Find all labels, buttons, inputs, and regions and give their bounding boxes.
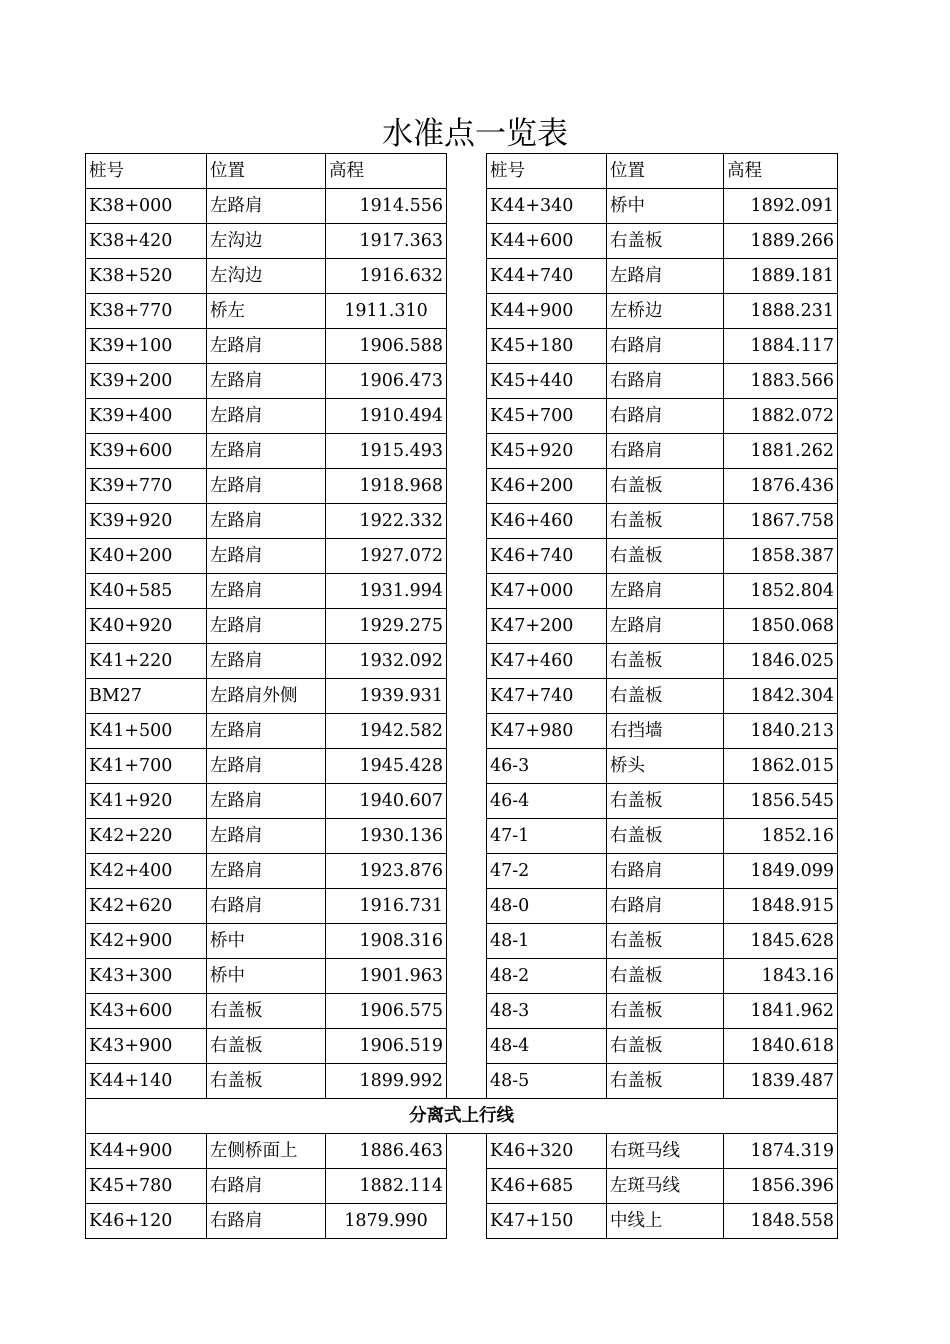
position-cell: 左斑马线 xyxy=(607,1169,724,1204)
table-row xyxy=(86,854,838,889)
header-row xyxy=(86,154,838,189)
table-row xyxy=(86,959,838,994)
station-cell: K40+585 xyxy=(86,574,207,609)
position-cell: 右盖板 xyxy=(207,994,326,1029)
station-cell: K42+400 xyxy=(86,854,207,889)
elevation-cell: 1883.566 xyxy=(724,364,838,399)
station-cell: 48-0 xyxy=(487,889,607,924)
station-cell: K40+920 xyxy=(86,609,207,644)
position-cell: 右盖板 xyxy=(607,539,724,574)
position-cell: 左桥边 xyxy=(607,294,724,329)
position-cell: 桥中 xyxy=(207,924,326,959)
elevation-cell: 1906.575 xyxy=(326,994,447,1029)
station-cell: K46+460 xyxy=(487,504,607,539)
elevation-cell: 1882.114 xyxy=(326,1169,447,1204)
elevation-cell: 1876.436 xyxy=(724,469,838,504)
elevation-cell: 1914.556 xyxy=(326,189,447,224)
station-cell: K45+700 xyxy=(487,399,607,434)
elevation-cell: 1848.915 xyxy=(724,889,838,924)
position-cell: 左路肩 xyxy=(207,399,326,434)
station-cell: K38+000 xyxy=(86,189,207,224)
elevation-cell: 1886.463 xyxy=(326,1134,447,1169)
position-cell: 桥中 xyxy=(207,959,326,994)
table-row xyxy=(86,819,838,854)
position-cell: 桥左 xyxy=(207,294,326,329)
elevation-cell: 1927.072 xyxy=(326,539,447,574)
position-cell: 右路肩 xyxy=(607,329,724,364)
position-cell: 左路肩 xyxy=(207,539,326,574)
station-cell: 46-4 xyxy=(487,784,607,819)
position-cell: 左路肩 xyxy=(207,854,326,889)
station-cell: 48-1 xyxy=(487,924,607,959)
position-cell: 右盖板 xyxy=(607,959,724,994)
position-cell: 左路肩 xyxy=(207,644,326,679)
position-cell: 右路肩 xyxy=(207,1204,326,1239)
position-cell: 左路肩 xyxy=(607,574,724,609)
position-cell: 左沟边 xyxy=(207,259,326,294)
station-cell: K43+600 xyxy=(86,994,207,1029)
station-cell: K39+400 xyxy=(86,399,207,434)
table-row xyxy=(86,434,838,469)
station-cell: K44+900 xyxy=(487,294,607,329)
elevation-cell: 1856.396 xyxy=(724,1169,838,1204)
elevation-cell: 1848.558 xyxy=(724,1204,838,1239)
table-row xyxy=(86,504,838,539)
position-cell: 右盖板 xyxy=(607,224,724,259)
station-cell: K45+920 xyxy=(487,434,607,469)
station-cell: K38+520 xyxy=(86,259,207,294)
elevation-cell: 1839.487 xyxy=(724,1064,838,1099)
position-cell: 左路肩 xyxy=(207,819,326,854)
elevation-cell: 1874.319 xyxy=(724,1134,838,1169)
station-cell: K42+620 xyxy=(86,889,207,924)
position-cell: 右盖板 xyxy=(607,1064,724,1099)
elevation-cell: 1930.136 xyxy=(326,819,447,854)
elevation-cell: 1931.994 xyxy=(326,574,447,609)
table-row xyxy=(86,679,838,714)
elevation-cell: 1932.092 xyxy=(326,644,447,679)
table-row xyxy=(86,294,838,329)
elevation-cell: 1911.310 xyxy=(326,294,447,329)
station-cell: K41+220 xyxy=(86,644,207,679)
position-cell: 桥头 xyxy=(607,749,724,784)
table-row xyxy=(86,399,838,434)
station-cell: K41+700 xyxy=(86,749,207,784)
position-cell: 右挡墙 xyxy=(607,714,724,749)
position-cell: 左侧桥面上 xyxy=(207,1134,326,1169)
elevation-cell: 1850.068 xyxy=(724,609,838,644)
station-cell: K43+300 xyxy=(86,959,207,994)
station-cell: K38+420 xyxy=(86,224,207,259)
elevation-cell: 1843.16 xyxy=(724,959,838,994)
elevation-cell: 1922.332 xyxy=(326,504,447,539)
elevation-cell: 1901.963 xyxy=(326,959,447,994)
station-cell: K43+900 xyxy=(86,1029,207,1064)
position-cell: 右路肩 xyxy=(607,364,724,399)
elevation-cell: 1939.931 xyxy=(326,679,447,714)
elevation-cell: 1908.316 xyxy=(326,924,447,959)
station-cell: K45+780 xyxy=(86,1169,207,1204)
elevation-cell: 1916.731 xyxy=(326,889,447,924)
station-cell: K47+150 xyxy=(487,1204,607,1239)
position-cell: 左路肩 xyxy=(207,189,326,224)
station-cell: 47-2 xyxy=(487,854,607,889)
table-row xyxy=(86,994,838,1029)
elevation-cell: 1906.588 xyxy=(326,329,447,364)
table-row xyxy=(86,189,838,224)
elevation-cell: 1842.304 xyxy=(724,679,838,714)
position-cell: 左路肩外侧 xyxy=(207,679,326,714)
position-cell: 右盖板 xyxy=(207,1064,326,1099)
elevation-cell: 1918.968 xyxy=(326,469,447,504)
table-row xyxy=(86,1169,838,1204)
station-cell: K46+740 xyxy=(487,539,607,574)
position-cell: 右路肩 xyxy=(207,889,326,924)
elevation-cell: 1862.015 xyxy=(724,749,838,784)
station-cell: K44+900 xyxy=(86,1134,207,1169)
elevation-cell: 1840.618 xyxy=(724,1029,838,1064)
position-cell: 左路肩 xyxy=(207,469,326,504)
position-cell: 左路肩 xyxy=(207,784,326,819)
station-cell: K42+220 xyxy=(86,819,207,854)
station-cell: 48-4 xyxy=(487,1029,607,1064)
station-cell: 48-3 xyxy=(487,994,607,1029)
position-cell: 中线上 xyxy=(607,1204,724,1239)
header-elevation: 高程 xyxy=(326,154,447,189)
header-station: 桩号 xyxy=(487,154,607,189)
elevation-cell: 1852.16 xyxy=(724,819,838,854)
elevation-cell: 1846.025 xyxy=(724,644,838,679)
elevation-cell: 1915.493 xyxy=(326,434,447,469)
position-cell: 左路肩 xyxy=(607,609,724,644)
table-row xyxy=(86,259,838,294)
table-row xyxy=(86,364,838,399)
table-row xyxy=(86,1134,838,1169)
station-cell: K47+460 xyxy=(487,644,607,679)
station-cell: K47+980 xyxy=(487,714,607,749)
elevation-cell: 1917.363 xyxy=(326,224,447,259)
elevation-cell: 1879.990 xyxy=(326,1204,447,1239)
station-cell: K44+340 xyxy=(487,189,607,224)
elevation-cell: 1923.876 xyxy=(326,854,447,889)
position-cell: 左路肩 xyxy=(207,364,326,399)
position-cell: 左路肩 xyxy=(207,574,326,609)
position-cell: 右盖板 xyxy=(607,994,724,1029)
table-row xyxy=(86,784,838,819)
benchmark-table xyxy=(85,153,838,1239)
position-cell: 左路肩 xyxy=(207,749,326,784)
station-cell: K44+140 xyxy=(86,1064,207,1099)
position-cell: 左沟边 xyxy=(207,224,326,259)
table-row xyxy=(86,924,838,959)
position-cell: 右路肩 xyxy=(207,1169,326,1204)
table-row xyxy=(86,329,838,364)
position-cell: 右路肩 xyxy=(607,889,724,924)
elevation-cell: 1889.181 xyxy=(724,259,838,294)
elevation-cell: 1849.099 xyxy=(724,854,838,889)
elevation-cell: 1889.266 xyxy=(724,224,838,259)
position-cell: 桥中 xyxy=(607,189,724,224)
section-row xyxy=(86,1099,838,1134)
position-cell: 左路肩 xyxy=(207,329,326,364)
position-cell: 左路肩 xyxy=(207,434,326,469)
station-cell: K39+770 xyxy=(86,469,207,504)
elevation-cell: 1942.582 xyxy=(326,714,447,749)
elevation-cell: 1845.628 xyxy=(724,924,838,959)
station-cell: K45+180 xyxy=(487,329,607,364)
position-cell: 左路肩 xyxy=(607,259,724,294)
table-row xyxy=(86,1064,838,1099)
elevation-cell: 1852.804 xyxy=(724,574,838,609)
table-row xyxy=(86,609,838,644)
station-cell: K41+500 xyxy=(86,714,207,749)
station-cell: K39+200 xyxy=(86,364,207,399)
table-row xyxy=(86,469,838,504)
table-row xyxy=(86,574,838,609)
station-cell: K42+900 xyxy=(86,924,207,959)
table-row xyxy=(86,539,838,574)
page-title: 水准点一览表 xyxy=(382,116,568,152)
station-cell: K40+200 xyxy=(86,539,207,574)
station-cell: BM27 xyxy=(86,679,207,714)
position-cell: 右斑马线 xyxy=(607,1134,724,1169)
station-cell: K46+120 xyxy=(86,1204,207,1239)
elevation-cell: 1884.117 xyxy=(724,329,838,364)
position-cell: 右盖板 xyxy=(607,469,724,504)
elevation-cell: 1929.275 xyxy=(326,609,447,644)
station-cell: K44+740 xyxy=(487,259,607,294)
position-cell: 右盖板 xyxy=(207,1029,326,1064)
position-cell: 右盖板 xyxy=(607,784,724,819)
station-cell: 48-5 xyxy=(487,1064,607,1099)
elevation-cell: 1888.231 xyxy=(724,294,838,329)
elevation-cell: 1906.519 xyxy=(326,1029,447,1064)
elevation-cell: 1906.473 xyxy=(326,364,447,399)
header-position: 位置 xyxy=(207,154,326,189)
station-cell: K46+200 xyxy=(487,469,607,504)
station-cell: K47+740 xyxy=(487,679,607,714)
station-cell: K39+100 xyxy=(86,329,207,364)
elevation-cell: 1916.632 xyxy=(326,259,447,294)
station-cell: K39+600 xyxy=(86,434,207,469)
section-label: 分离式上行线 xyxy=(86,1099,838,1134)
table-row xyxy=(86,224,838,259)
station-cell: K47+000 xyxy=(487,574,607,609)
header-elevation: 高程 xyxy=(724,154,838,189)
position-cell: 右路肩 xyxy=(607,399,724,434)
position-cell: 右盖板 xyxy=(607,644,724,679)
elevation-cell: 1945.428 xyxy=(326,749,447,784)
station-cell: K39+920 xyxy=(86,504,207,539)
position-cell: 右盖板 xyxy=(607,679,724,714)
elevation-cell: 1910.494 xyxy=(326,399,447,434)
table-row xyxy=(86,749,838,784)
position-cell: 左路肩 xyxy=(207,609,326,644)
station-cell: K44+600 xyxy=(487,224,607,259)
position-cell: 右盖板 xyxy=(607,504,724,539)
station-cell: 47-1 xyxy=(487,819,607,854)
elevation-cell: 1856.545 xyxy=(724,784,838,819)
table-row xyxy=(86,644,838,679)
position-cell: 右路肩 xyxy=(607,854,724,889)
table-row xyxy=(86,889,838,924)
elevation-cell: 1867.758 xyxy=(724,504,838,539)
position-cell: 右盖板 xyxy=(607,819,724,854)
elevation-cell: 1858.387 xyxy=(724,539,838,574)
position-cell: 左路肩 xyxy=(207,504,326,539)
station-cell: 46-3 xyxy=(487,749,607,784)
station-cell: 48-2 xyxy=(487,959,607,994)
station-cell: K46+320 xyxy=(487,1134,607,1169)
station-cell: K38+770 xyxy=(86,294,207,329)
table-row xyxy=(86,1029,838,1064)
table-row xyxy=(86,1204,838,1239)
elevation-cell: 1841.962 xyxy=(724,994,838,1029)
position-cell: 右盖板 xyxy=(607,1029,724,1064)
station-cell: K45+440 xyxy=(487,364,607,399)
header-station: 桩号 xyxy=(86,154,207,189)
station-cell: K47+200 xyxy=(487,609,607,644)
elevation-cell: 1899.992 xyxy=(326,1064,447,1099)
position-cell: 左路肩 xyxy=(207,714,326,749)
header-position: 位置 xyxy=(607,154,724,189)
elevation-cell: 1892.091 xyxy=(724,189,838,224)
station-cell: K46+685 xyxy=(487,1169,607,1204)
elevation-cell: 1840.213 xyxy=(724,714,838,749)
table-row xyxy=(86,714,838,749)
position-cell: 右路肩 xyxy=(607,434,724,469)
elevation-cell: 1881.262 xyxy=(724,434,838,469)
station-cell: K41+920 xyxy=(86,784,207,819)
elevation-cell: 1940.607 xyxy=(326,784,447,819)
position-cell: 右盖板 xyxy=(607,924,724,959)
elevation-cell: 1882.072 xyxy=(724,399,838,434)
